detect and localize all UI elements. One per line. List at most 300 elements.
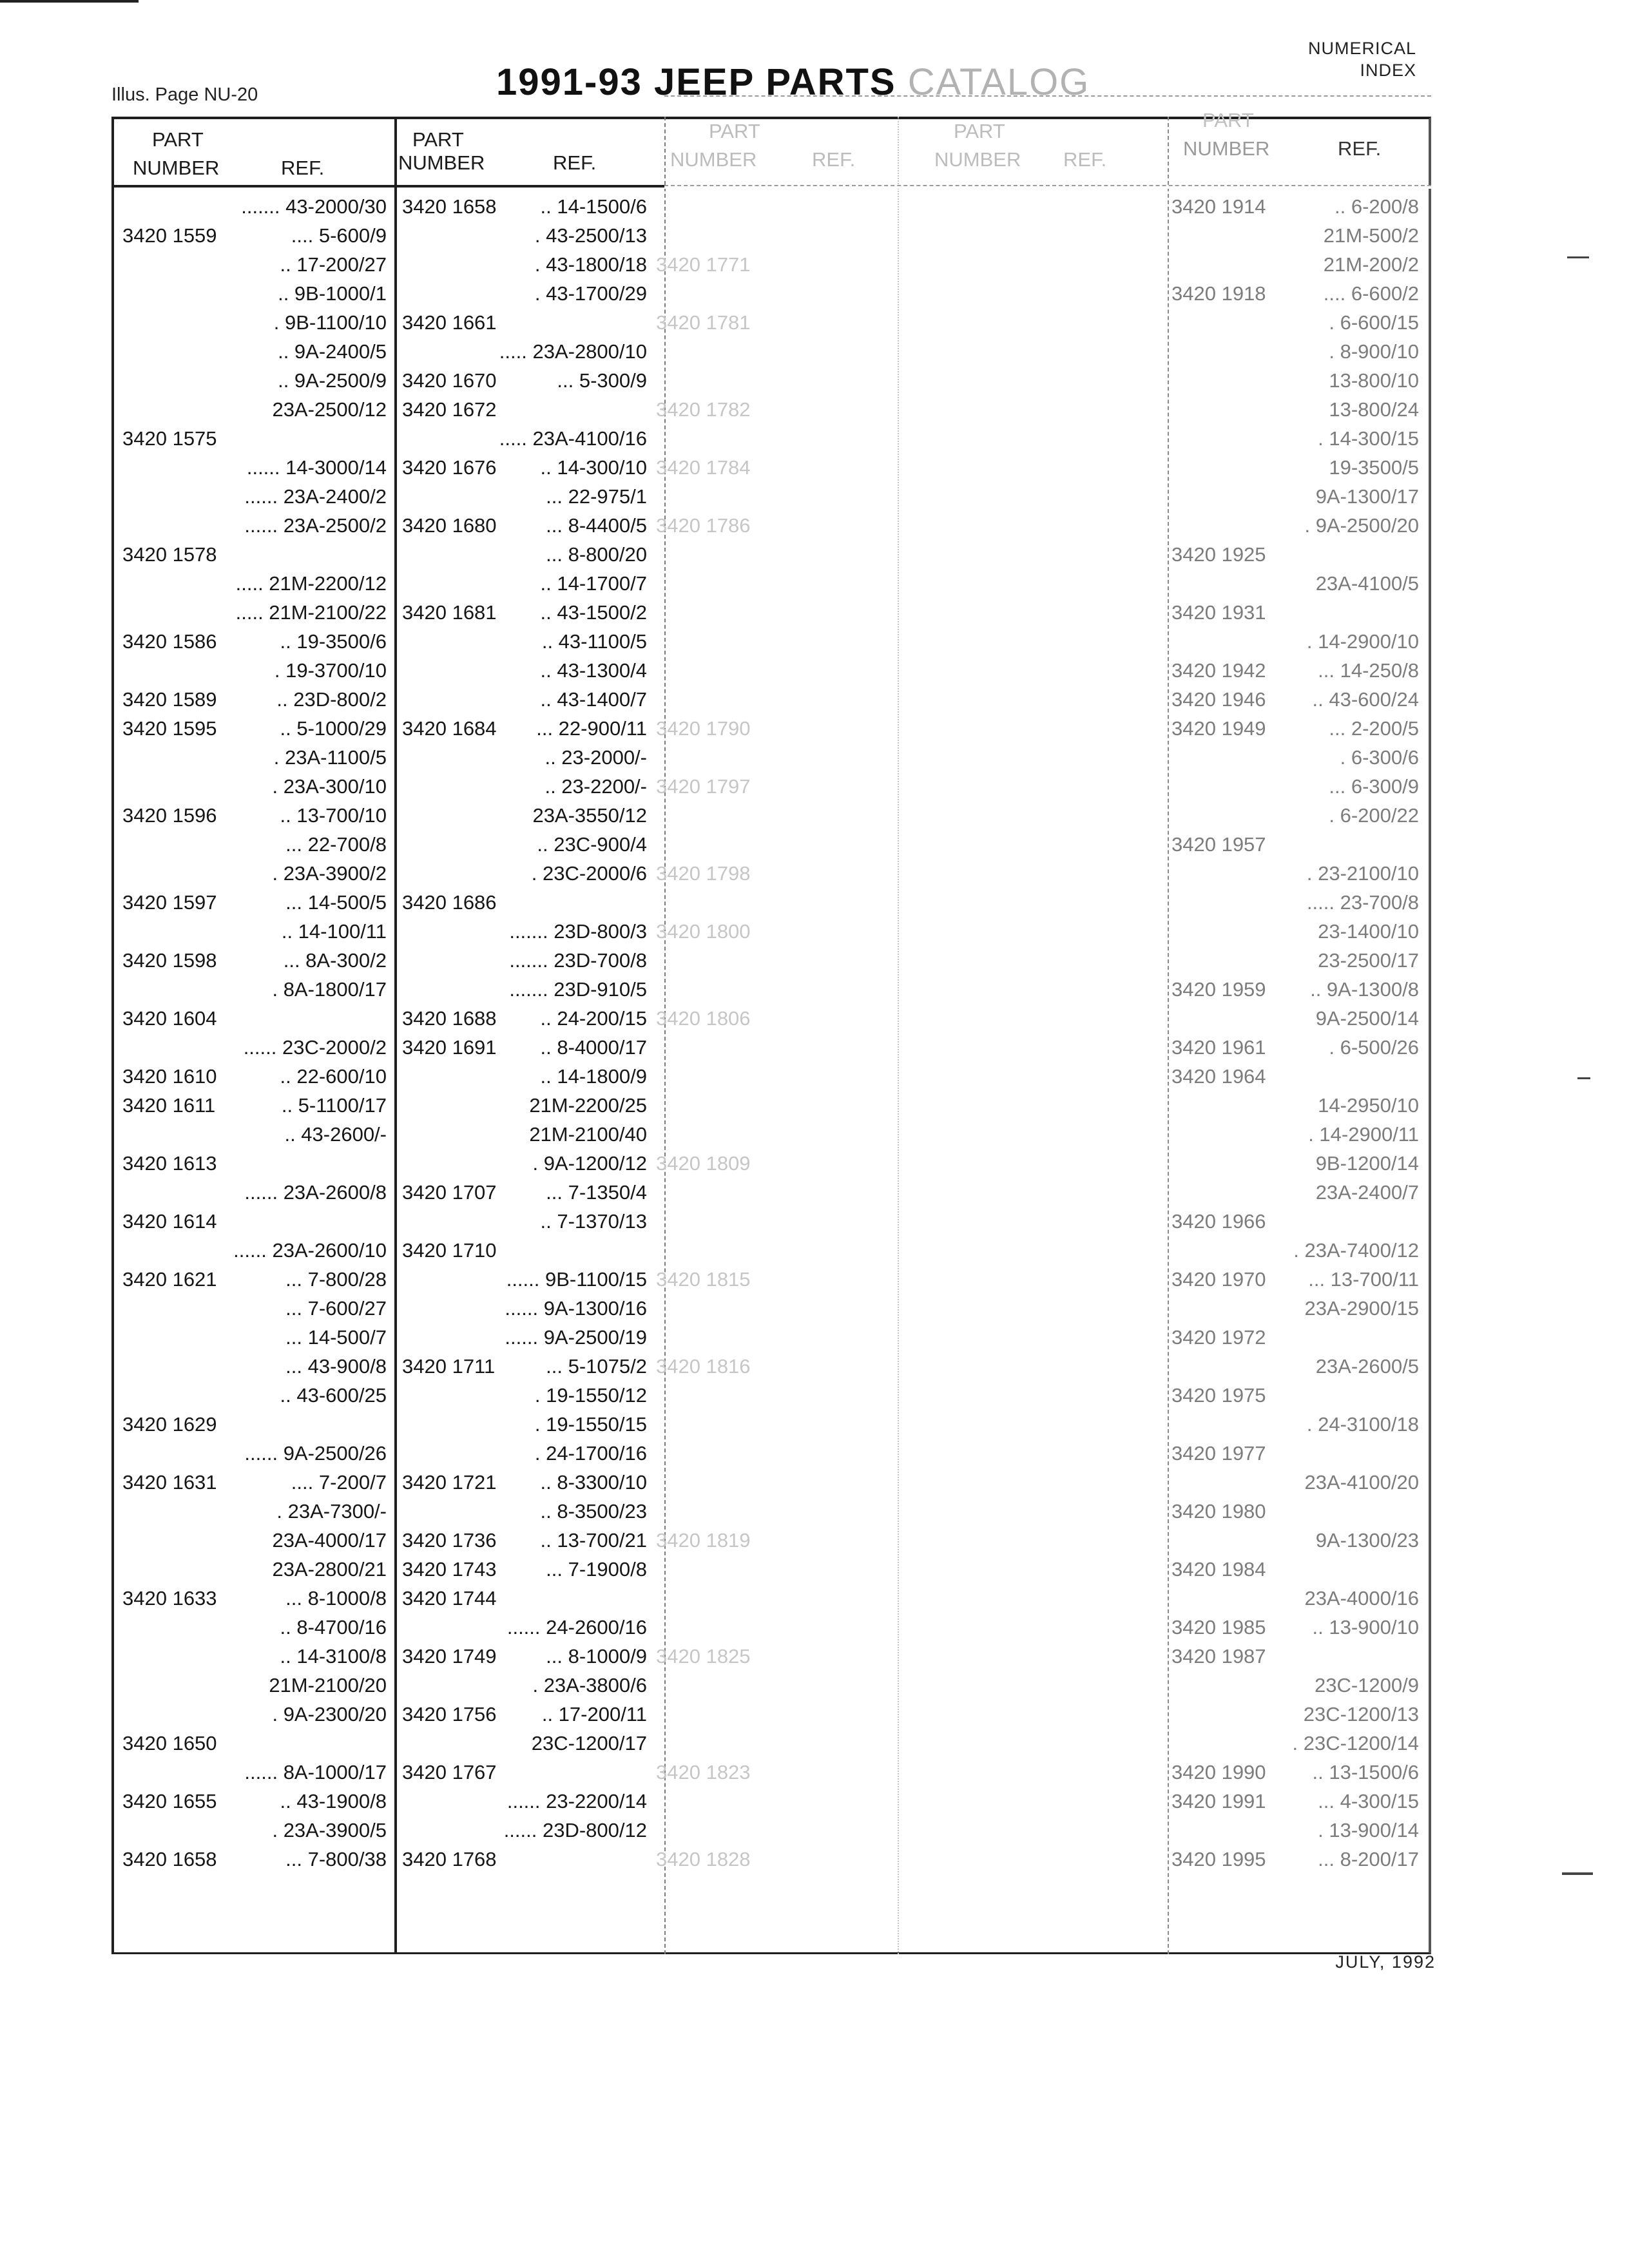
index-entry <box>656 830 849 859</box>
index-entry <box>1171 1410 1419 1439</box>
part-number: 3420 1650 <box>122 1732 217 1754</box>
index-entry <box>402 1555 647 1584</box>
ref-value: ..... 23-700/8 <box>1306 891 1419 914</box>
column-header-1-ref: REF. <box>281 157 325 179</box>
part-number: 3420 1629 <box>122 1413 217 1436</box>
ref-value: . 23C-1200/14 <box>1292 1732 1419 1754</box>
ref-value: 21M-2200/25 <box>529 1094 647 1117</box>
index-entry <box>122 1729 387 1758</box>
ref-value: ... 22-900/11 <box>536 717 647 740</box>
ref-value: .. 23-2000/- <box>545 746 647 769</box>
ref-value: .. 22-600/10 <box>280 1065 387 1088</box>
part-number: 3420 1914 <box>1171 195 1266 218</box>
ref-value: 23A-2500/12 <box>272 398 387 421</box>
index-entry <box>656 1526 849 1555</box>
ref-value: ... 2-200/5 <box>1329 717 1419 740</box>
ref-value: . 9A-2300/20 <box>272 1703 387 1725</box>
ref-value: ... 22-700/8 <box>285 833 387 856</box>
index-entry <box>1171 656 1419 685</box>
part-number: 3420 1790 <box>656 717 751 740</box>
index-entry <box>1171 395 1419 424</box>
index-entry <box>1171 1120 1419 1149</box>
ref-value: ...... 8A-1000/17 <box>244 1761 387 1783</box>
ref-value: ...... 9A-1300/16 <box>505 1297 647 1320</box>
index-entry <box>402 801 647 830</box>
ref-value: ....... 23D-700/8 <box>509 949 647 972</box>
index-entry <box>1171 1526 1419 1555</box>
column-header-3b-ref: REF. <box>1063 148 1107 171</box>
column-header-2 <box>398 126 659 182</box>
ref-value: .. 43-600/25 <box>280 1384 387 1407</box>
index-entry <box>1171 1062 1419 1091</box>
index-entry <box>402 1729 647 1758</box>
index-entry <box>656 1758 849 1787</box>
index-entry <box>1171 1758 1419 1787</box>
part-number: 3420 1970 <box>1171 1268 1266 1291</box>
part-number: 3420 1658 <box>402 195 497 218</box>
ref-value: .. 8-4000/17 <box>540 1036 647 1059</box>
index-entry <box>402 1497 647 1526</box>
part-number: 3420 1809 <box>656 1152 751 1175</box>
ref-value: ... 7-1350/4 <box>546 1181 647 1204</box>
part-number: 3420 1991 <box>1171 1790 1266 1812</box>
index-entry <box>1171 1845 1419 1874</box>
ref-value: . 23A-3800/6 <box>532 1674 647 1696</box>
index-entry <box>1171 337 1419 366</box>
index-entry <box>1171 1671 1419 1700</box>
part-number: 3420 1977 <box>1171 1442 1266 1465</box>
part-number: 3420 1613 <box>122 1152 217 1175</box>
illus-page-label: Illus. Page NU-20 <box>111 84 258 105</box>
index-entry <box>656 946 849 975</box>
ref-value: ...... 23D-800/12 <box>503 1819 647 1841</box>
ref-value: ... 43-900/8 <box>285 1355 387 1378</box>
index-entry <box>656 1816 849 1845</box>
ref-value: 23C-1200/9 <box>1314 1674 1419 1696</box>
index-entry <box>402 1265 647 1294</box>
index-entry <box>402 424 647 453</box>
part-number: 3420 1676 <box>402 456 497 479</box>
index-entry <box>1171 888 1419 917</box>
index-entry <box>402 1381 647 1410</box>
ref-value: ... 13-700/11 <box>1308 1268 1419 1291</box>
part-number: 3420 1672 <box>402 398 497 421</box>
ref-value: 23A-2800/21 <box>272 1558 387 1581</box>
ref-value: . 23-2100/10 <box>1306 862 1419 885</box>
ref-value: ... 22-975/1 <box>546 485 647 508</box>
part-number: 3420 1828 <box>656 1848 751 1870</box>
index-entry <box>122 1439 387 1468</box>
ref-value: ... 7-800/38 <box>285 1848 387 1870</box>
index-entry <box>122 1642 387 1671</box>
part-number: 3420 1658 <box>122 1848 217 1870</box>
part-number: 3420 1931 <box>1171 601 1266 624</box>
ref-value: ... 7-800/28 <box>285 1268 387 1291</box>
index-entry <box>1171 308 1419 337</box>
index-entry <box>402 1439 647 1468</box>
index-entry <box>1171 1091 1419 1120</box>
index-entry <box>1171 1497 1419 1526</box>
index-entry <box>402 1700 647 1729</box>
index-entry <box>122 598 387 627</box>
index-entry <box>1171 1642 1419 1671</box>
ref-value: .. 23D-800/2 <box>276 688 387 711</box>
column-header-4-ref: REF. <box>1338 137 1382 160</box>
index-entry <box>122 1323 387 1352</box>
part-number: 3420 1604 <box>122 1007 217 1030</box>
footer-date: JULY, 1992 <box>1335 1952 1436 1972</box>
part-number: 3420 1681 <box>402 601 497 624</box>
numerical-index-label <box>1308 37 1416 81</box>
ref-value: ...... 23C-2000/2 <box>243 1036 387 1059</box>
index-entry <box>1171 482 1419 511</box>
ref-value: ...... 23-2200/14 <box>506 1790 647 1812</box>
index-entry <box>656 453 849 482</box>
column-header-3-part: PART <box>709 120 760 142</box>
index-entry <box>122 569 387 598</box>
ref-value: .. 8-4700/16 <box>280 1616 387 1639</box>
index-entry <box>1171 1729 1419 1758</box>
index-entry <box>122 1149 387 1178</box>
index-entry <box>656 685 849 714</box>
index-entry <box>402 1323 647 1352</box>
index-entry <box>402 888 647 917</box>
index-entry <box>1171 1700 1419 1729</box>
catalog-title-main: 1991-93 JEEP PARTS <box>496 61 896 103</box>
index-entry <box>402 917 647 946</box>
part-number: 3420 1596 <box>122 804 217 827</box>
part-number: 3420 1611 <box>122 1094 216 1117</box>
index-entry <box>122 1352 387 1381</box>
index-entry <box>402 830 647 859</box>
part-number: 3420 1984 <box>1171 1558 1266 1581</box>
column-header-3b-number: NUMBER <box>934 148 1021 171</box>
part-number: 3420 1964 <box>1171 1065 1266 1088</box>
ref-value: 23A-4000/16 <box>1304 1587 1419 1610</box>
index-entry <box>656 395 849 424</box>
index-entry <box>656 1033 849 1062</box>
part-number: 3420 1782 <box>656 398 751 421</box>
index-entry <box>1171 1265 1419 1294</box>
index-entry <box>402 1613 647 1642</box>
part-number: 3420 1949 <box>1171 717 1266 740</box>
ref-value: .. 43-1100/5 <box>541 630 647 653</box>
column-header-4-part: PART <box>1202 109 1254 131</box>
index-entry <box>1171 221 1419 250</box>
part-number: 3420 1744 <box>402 1587 497 1610</box>
part-number: 3420 1823 <box>656 1761 751 1783</box>
column-header-4-number: NUMBER <box>1183 137 1270 160</box>
index-entry <box>402 1294 647 1323</box>
ref-value: ... 8-800/20 <box>546 543 647 566</box>
part-number: 3420 1995 <box>1171 1848 1266 1870</box>
ref-value: . 24-3100/18 <box>1306 1413 1419 1436</box>
index-entry <box>402 569 647 598</box>
index-entry <box>402 1526 647 1555</box>
ref-value: .. 9A-2500/9 <box>278 369 387 392</box>
ref-value: .. 5-1000/29 <box>280 717 387 740</box>
ref-value: .. 13-1500/6 <box>1312 1761 1419 1783</box>
part-number: 3420 1798 <box>656 862 751 885</box>
ref-value: .. 43-1300/4 <box>540 659 647 682</box>
ref-value: ..... 21M-2100/22 <box>235 601 387 624</box>
index-entry <box>122 627 387 656</box>
ref-value: . 23A-3900/5 <box>272 1819 387 1841</box>
part-number: 3420 1691 <box>402 1036 497 1059</box>
numerical-index-line2: INDEX <box>1360 61 1416 80</box>
ref-value: . 14-300/15 <box>1318 427 1419 450</box>
index-entry <box>122 917 387 946</box>
index-entry <box>402 453 647 482</box>
ref-value: .. 14-1500/6 <box>540 195 647 218</box>
index-entry <box>1171 1584 1419 1613</box>
part-number: 3420 1710 <box>402 1239 497 1262</box>
index-entry <box>122 1207 387 1236</box>
ref-value: 9A-1300/17 <box>1315 485 1419 508</box>
part-number: 3420 1966 <box>1171 1210 1266 1233</box>
index-entry <box>1171 859 1419 888</box>
ref-value: .. 13-700/10 <box>280 804 387 827</box>
index-entry <box>1171 772 1419 801</box>
index-entry <box>122 888 387 917</box>
ref-value: 21M-2100/40 <box>529 1123 647 1146</box>
index-entry <box>402 482 647 511</box>
part-number: 3420 1972 <box>1171 1326 1266 1349</box>
ref-value: ...... 9A-2500/19 <box>505 1326 647 1349</box>
ref-value: . 9B-1100/10 <box>273 311 387 334</box>
index-entry <box>656 1584 849 1613</box>
index-entry <box>402 511 647 540</box>
index-entry <box>122 366 387 395</box>
column-header-3-number: NUMBER <box>670 148 757 171</box>
part-number: 3420 1756 <box>402 1703 497 1725</box>
column-header-4 <box>1171 106 1427 163</box>
index-entry <box>122 1410 387 1439</box>
ref-value: .. 8-3500/23 <box>540 1500 647 1523</box>
part-number: 3420 1586 <box>122 630 217 653</box>
index-entry <box>122 1468 387 1497</box>
header-rule-faded <box>664 185 1431 189</box>
index-entry <box>1171 569 1419 598</box>
index-entry <box>402 1642 647 1671</box>
index-entry <box>122 453 387 482</box>
column-header-3 <box>651 117 1107 174</box>
index-entry <box>402 1120 647 1149</box>
ref-value: 13-800/10 <box>1329 369 1419 392</box>
index-entry <box>656 1149 849 1178</box>
ref-value: .. 17-200/11 <box>541 1703 647 1725</box>
index-entry <box>122 1091 387 1120</box>
index-entry <box>656 714 849 743</box>
ref-value: .. 13-900/10 <box>1312 1616 1419 1639</box>
index-entry <box>1171 1236 1419 1265</box>
part-number: 3420 1655 <box>122 1790 217 1812</box>
part-number: 3420 1918 <box>1171 282 1266 305</box>
numerical-index-line1: NUMERICAL <box>1307 39 1416 58</box>
index-entry <box>1171 279 1419 308</box>
catalog-title <box>496 61 1090 104</box>
ref-value: 9A-1300/23 <box>1315 1529 1419 1552</box>
ref-value: ... 5-300/9 <box>557 369 647 392</box>
index-entry <box>656 1468 849 1497</box>
ref-value: .. 14-1700/7 <box>540 572 647 595</box>
index-entry <box>402 540 647 569</box>
index-entry <box>656 1729 849 1758</box>
index-entry <box>402 250 647 279</box>
ref-value: . 23A-300/10 <box>272 775 387 798</box>
ref-value: .... 5-600/9 <box>291 224 387 247</box>
index-entry <box>402 366 647 395</box>
part-number: 3420 1575 <box>122 427 217 450</box>
index-entry <box>402 1584 647 1613</box>
ref-value: ..... 21M-2200/12 <box>235 572 387 595</box>
ref-value: . 43-2500/13 <box>534 224 647 247</box>
ref-value: 23A-4000/17 <box>272 1529 387 1552</box>
index-entry <box>402 1004 647 1033</box>
ref-value: ...... 24-2600/16 <box>506 1616 647 1639</box>
part-number: 3420 1768 <box>402 1848 497 1870</box>
column-header-2-part: PART <box>412 128 464 151</box>
index-entry <box>656 511 849 540</box>
catalog-title-faded: CATALOG <box>896 61 1090 103</box>
part-number: 3420 1800 <box>656 920 751 943</box>
index-entry <box>402 1062 647 1091</box>
index-entry <box>1171 540 1419 569</box>
part-number: 3420 1781 <box>656 311 751 334</box>
index-entry <box>402 685 647 714</box>
ref-value: . 43-1700/29 <box>534 282 647 305</box>
ref-value: ....... 23D-910/5 <box>509 978 647 1001</box>
index-entry <box>656 975 849 1004</box>
index-entry <box>656 656 849 685</box>
index-entry <box>122 1236 387 1265</box>
ref-value: . 24-1700/16 <box>534 1442 647 1465</box>
index-entry <box>656 308 849 337</box>
part-number: 3420 1621 <box>122 1268 217 1291</box>
ref-value: .. 14-1800/9 <box>540 1065 647 1088</box>
index-entry <box>1171 453 1419 482</box>
index-entry <box>402 743 647 772</box>
ref-value: . 19-1550/15 <box>534 1413 647 1436</box>
ref-value: .. 9A-2400/5 <box>278 340 387 363</box>
index-column-3 <box>656 192 849 1874</box>
ref-value: . 23A-7400/12 <box>1293 1239 1419 1262</box>
index-entry <box>1171 801 1419 830</box>
index-entry <box>122 1787 387 1816</box>
index-entry <box>122 1584 387 1613</box>
part-number: 3420 1684 <box>402 717 497 740</box>
part-number: 3420 1961 <box>1171 1036 1266 1059</box>
index-entry <box>402 1787 647 1816</box>
index-entry <box>402 975 647 1004</box>
ref-value: ... 8A-300/2 <box>283 949 387 972</box>
part-number: 3420 1736 <box>402 1529 497 1552</box>
ref-value: . 23C-2000/6 <box>531 862 647 885</box>
ref-value: . 8-900/10 <box>1329 340 1419 363</box>
part-number: 3420 1946 <box>1171 688 1266 711</box>
index-entry <box>122 395 387 424</box>
index-entry <box>656 1004 849 1033</box>
ref-value: ... 8-4400/5 <box>546 514 647 537</box>
column-header-1 <box>122 126 385 182</box>
part-number: 3420 1786 <box>656 514 751 537</box>
part-number: 3420 1980 <box>1171 1500 1266 1523</box>
index-column-1 <box>122 192 387 1874</box>
index-entry <box>1171 1294 1419 1323</box>
part-number: 3420 1686 <box>402 891 497 914</box>
ref-value: .. 9A-1300/8 <box>1310 978 1419 1001</box>
index-entry <box>122 1294 387 1323</box>
index-entry <box>1171 1352 1419 1381</box>
ref-value: .. 43-2600/- <box>284 1123 387 1146</box>
ref-value: 23A-3550/12 <box>532 804 647 827</box>
index-entry <box>402 395 647 424</box>
column-header-1-part: PART <box>152 128 204 151</box>
ref-value: . 23A-7300/- <box>276 1500 387 1523</box>
ref-value: 19-3500/5 <box>1329 456 1419 479</box>
index-entry <box>656 743 849 772</box>
ref-value: . 6-300/6 <box>1340 746 1419 769</box>
index-entry <box>656 1642 849 1671</box>
index-entry <box>402 1178 647 1207</box>
ref-value: ...... 14-3000/14 <box>246 456 387 479</box>
ref-value: .. 17-200/27 <box>280 253 387 276</box>
index-entry <box>402 1468 647 1497</box>
part-number: 3420 1707 <box>402 1181 497 1204</box>
index-entry <box>122 975 387 1004</box>
top-left-corner-line <box>0 0 139 3</box>
index-entry <box>656 1845 849 1874</box>
part-number: 3420 1680 <box>402 514 497 537</box>
part-number: 3420 1610 <box>122 1065 217 1088</box>
index-entry <box>656 1497 849 1526</box>
index-entry <box>1171 714 1419 743</box>
index-entry <box>656 1062 849 1091</box>
column-header-2-ref: REF. <box>553 151 597 174</box>
ref-value: .. 6-200/8 <box>1335 195 1419 218</box>
index-entry <box>402 627 647 656</box>
ref-value: . 19-1550/12 <box>534 1384 647 1407</box>
index-entry <box>656 1613 849 1642</box>
part-number: 3420 1589 <box>122 688 217 711</box>
index-entry <box>122 1033 387 1062</box>
index-entry <box>402 772 647 801</box>
index-entry <box>656 1323 849 1352</box>
index-entry <box>122 279 387 308</box>
index-entry <box>656 482 849 511</box>
index-entry <box>122 1120 387 1149</box>
ref-value: .. 9B-1000/1 <box>278 282 387 305</box>
index-entry <box>402 337 647 366</box>
column-divider-4 <box>1168 117 1169 1954</box>
index-entry <box>656 366 849 395</box>
part-number: 3420 1806 <box>656 1007 751 1030</box>
ref-value: ... 7-600/27 <box>285 1297 387 1320</box>
index-entry <box>1171 1468 1419 1497</box>
index-entry <box>402 1410 647 1439</box>
ref-value: .. 43-600/24 <box>1312 688 1419 711</box>
index-entry <box>656 1236 849 1265</box>
index-entry <box>656 1352 849 1381</box>
ref-value: ... 5-1075/2 <box>546 1355 647 1378</box>
index-entry <box>656 192 849 221</box>
part-number: 3420 1578 <box>122 543 217 566</box>
index-entry <box>402 946 647 975</box>
index-entry <box>656 1671 849 1700</box>
scan-edge-mark <box>1562 1872 1593 1875</box>
ref-value: ...... 23A-2500/2 <box>244 514 387 537</box>
ref-value: ...... 23A-2600/10 <box>233 1239 387 1262</box>
